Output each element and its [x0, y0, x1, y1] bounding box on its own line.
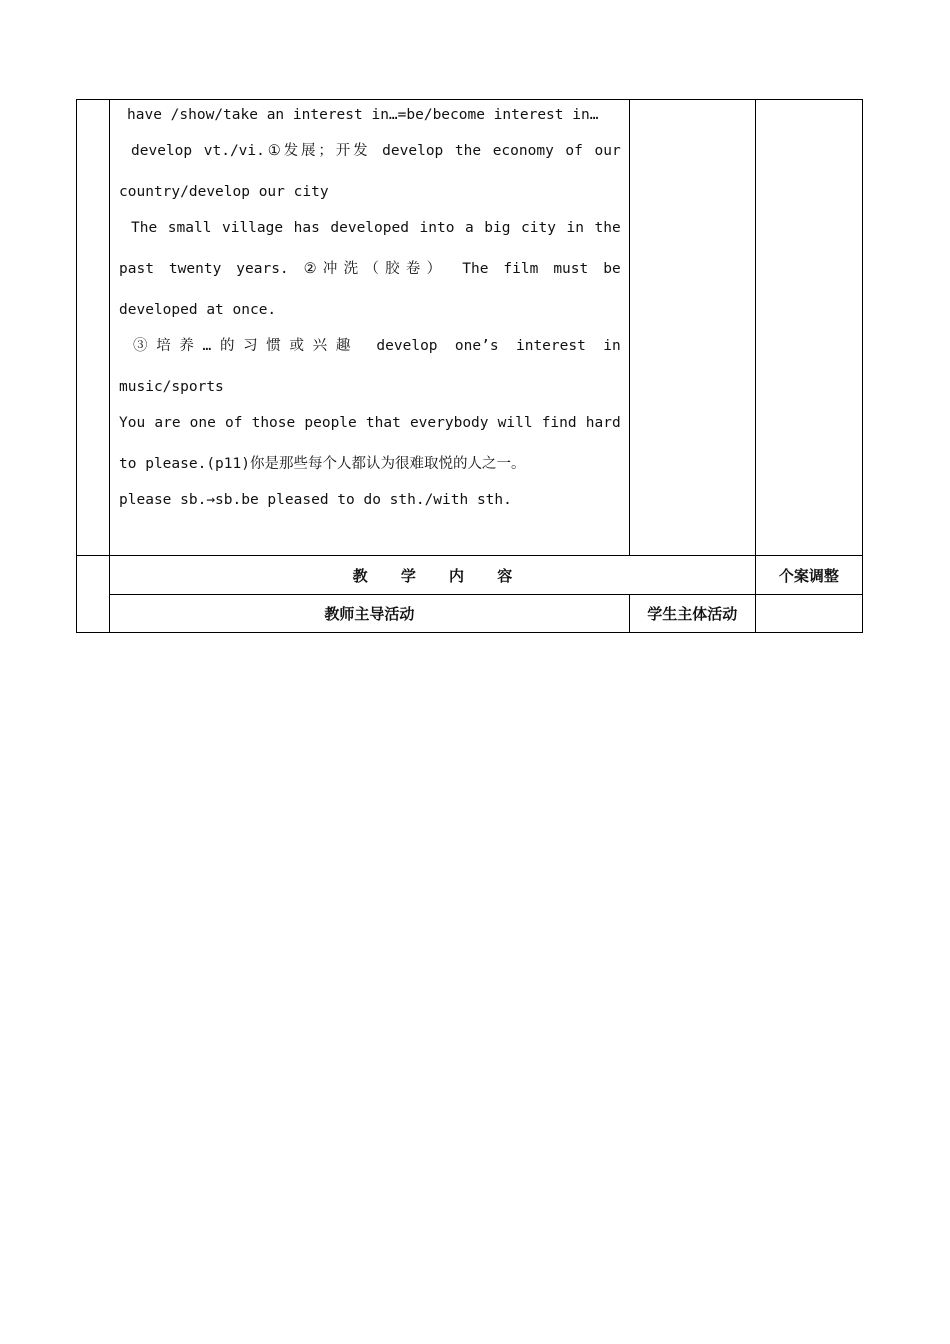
subheader-row — [77, 595, 863, 633]
teaching-content-label: 教 学 内 容 — [352, 566, 527, 585]
header-row — [77, 556, 863, 595]
note-line: developed at once. — [119, 302, 277, 318]
vocabulary-notes — [110, 100, 629, 555]
teacher-activity-label: 教师主导活动 — [324, 605, 415, 623]
note-line: music/sports — [119, 379, 224, 395]
note-line: You are one of those people that everybody will find hard — [119, 415, 621, 431]
margin-cell — [77, 556, 110, 633]
adjustment-notes-cell — [755, 100, 862, 556]
notes-cell — [110, 100, 630, 556]
note-line: please sb.→sb.be pleased to do sth./with sth. — [119, 492, 512, 508]
case-adjust-label: 个案调整 — [778, 566, 839, 585]
note-line: The small village has developed into a big city in the — [131, 220, 621, 236]
case-adjust-empty-cell — [755, 595, 862, 633]
note-line: have /show/take an interest in…=be/become interest in… — [127, 107, 599, 123]
teaching-content-header — [110, 556, 756, 595]
case-adjust-header — [755, 556, 862, 595]
note-line: country/develop our city — [119, 184, 329, 200]
student-activity-header — [629, 595, 755, 633]
note-line: develop vt./vi.①发展；开发 develop the economy of our — [131, 143, 621, 159]
lesson-plan-table — [76, 99, 863, 633]
notes-row — [77, 100, 863, 556]
teacher-activity-header — [110, 595, 630, 633]
student-notes-cell — [629, 100, 755, 556]
note-line: ③培养…的习惯或兴趣 develop one’s interest in — [133, 338, 621, 354]
note-line: to please.(p11)你是那些每个人都认为很难取悦的人之一。 — [119, 456, 526, 472]
note-line: past twenty years. ②冲洗（胶卷） The film must be — [119, 261, 621, 277]
student-activity-label: 学生主体活动 — [647, 605, 738, 623]
margin-cell — [77, 100, 110, 556]
